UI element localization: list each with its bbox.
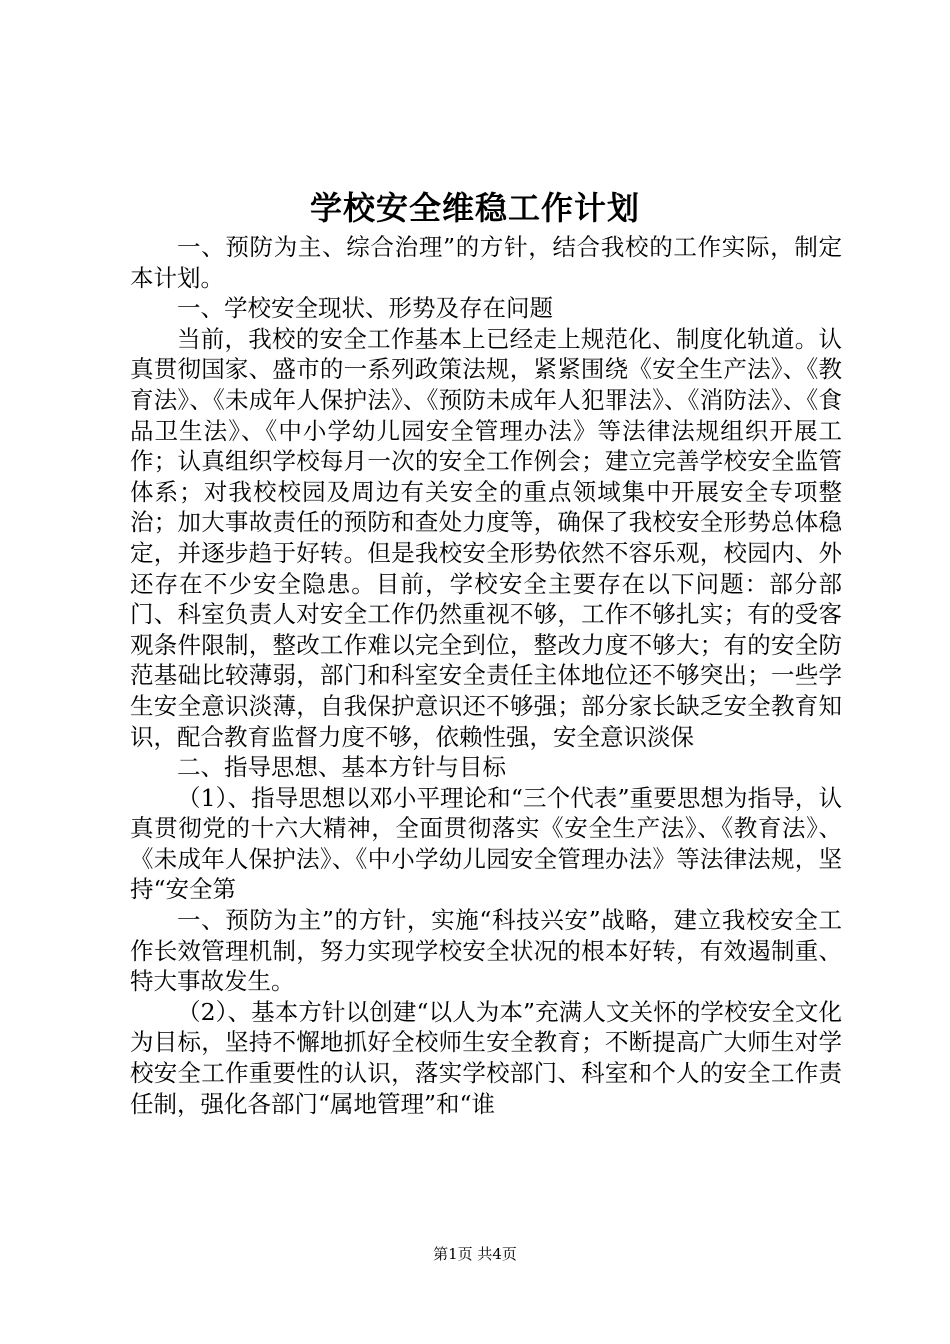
page-number: 第1页 共4页 [433, 1245, 517, 1263]
section-heading-2: 二、指导思想、基本方针与目标 [177, 753, 506, 782]
document-title: 学校安全维稳工作计划 [309, 189, 640, 227]
paragraph-prevention-policy: 一、预防为主”的方针，实施“科技兴安”战略，建立我校安全工作长效管理机制，努力实现学校安全状况的根本好转，有效遏制重、特大事故发生。 [130, 906, 842, 996]
paragraph-guiding-ideology: （1）、指导思想以邓小平理论和“三个代表”重要思想为指导，认真贯彻党的十六大精神，全面贯彻落实《安全生产法》、《教育法》、《未成年人保护法》、《中小学幼儿园安全管理办法》等法律法规，坚持“安全第 [130, 783, 842, 904]
section-heading-1: 一、学校安全现状、形势及存在问题 [177, 294, 553, 323]
paragraph-basic-policy: （2）、基本方针以创建“以人为本”充满人文关怀的学校安全文化为目标，坚持不懈地抓好全校师生安全教育；不断提高广大师生对学校安全工作重要性的认识，落实学校部门、科室和个人的安全工作责任制，强化各部门“属地管理”和“谁 [130, 997, 842, 1118]
document-body [130, 232, 842, 1119]
paragraph-intro: 一、预防为主、综合治理”的方针，结合我校的工作实际，制定本计划。 [130, 233, 842, 292]
paragraph-current-status: 当前，我校的安全工作基本上已经走上规范化、制度化轨道。认真贯彻国家、盛市的一系列政策法规，紧紧围绕《安全生产法》、《教育法》、《未成年人保护法》、《预防未成年人犯罪法》、《消防法》、《食品卫生法》、《中小学幼儿园安全管理办法》等法律法规组织开展工作；认真组织学校每月一次的安全工作例会；建立完善学校安全监管体系；对我校校园及周边有关安全的重点领域集中开展安全专项整治；加大事故责任的预防和查处力度等，确保了我校安全形势总体稳定，并逐步趋于好转。但是我校安全形势依然不容乐观，校园内、外还存在不少安全隐患。目前，学校安全主要存在以下问题：部分部门、科室负责人对安全工作仍然重视不够，工作不够扎实；有的受客观条件限制，整改工作难以完全到位，整改力度不够大；有的安全防范基础比较薄弱，部门和科室安全责任主体地位还不够突出；一些学生安全意识淡薄，自我保护意识还不够强；部分家长缺乏安全教育知识，配合教育监督力度不够，依赖性强，安全意识淡保 [130, 324, 842, 751]
